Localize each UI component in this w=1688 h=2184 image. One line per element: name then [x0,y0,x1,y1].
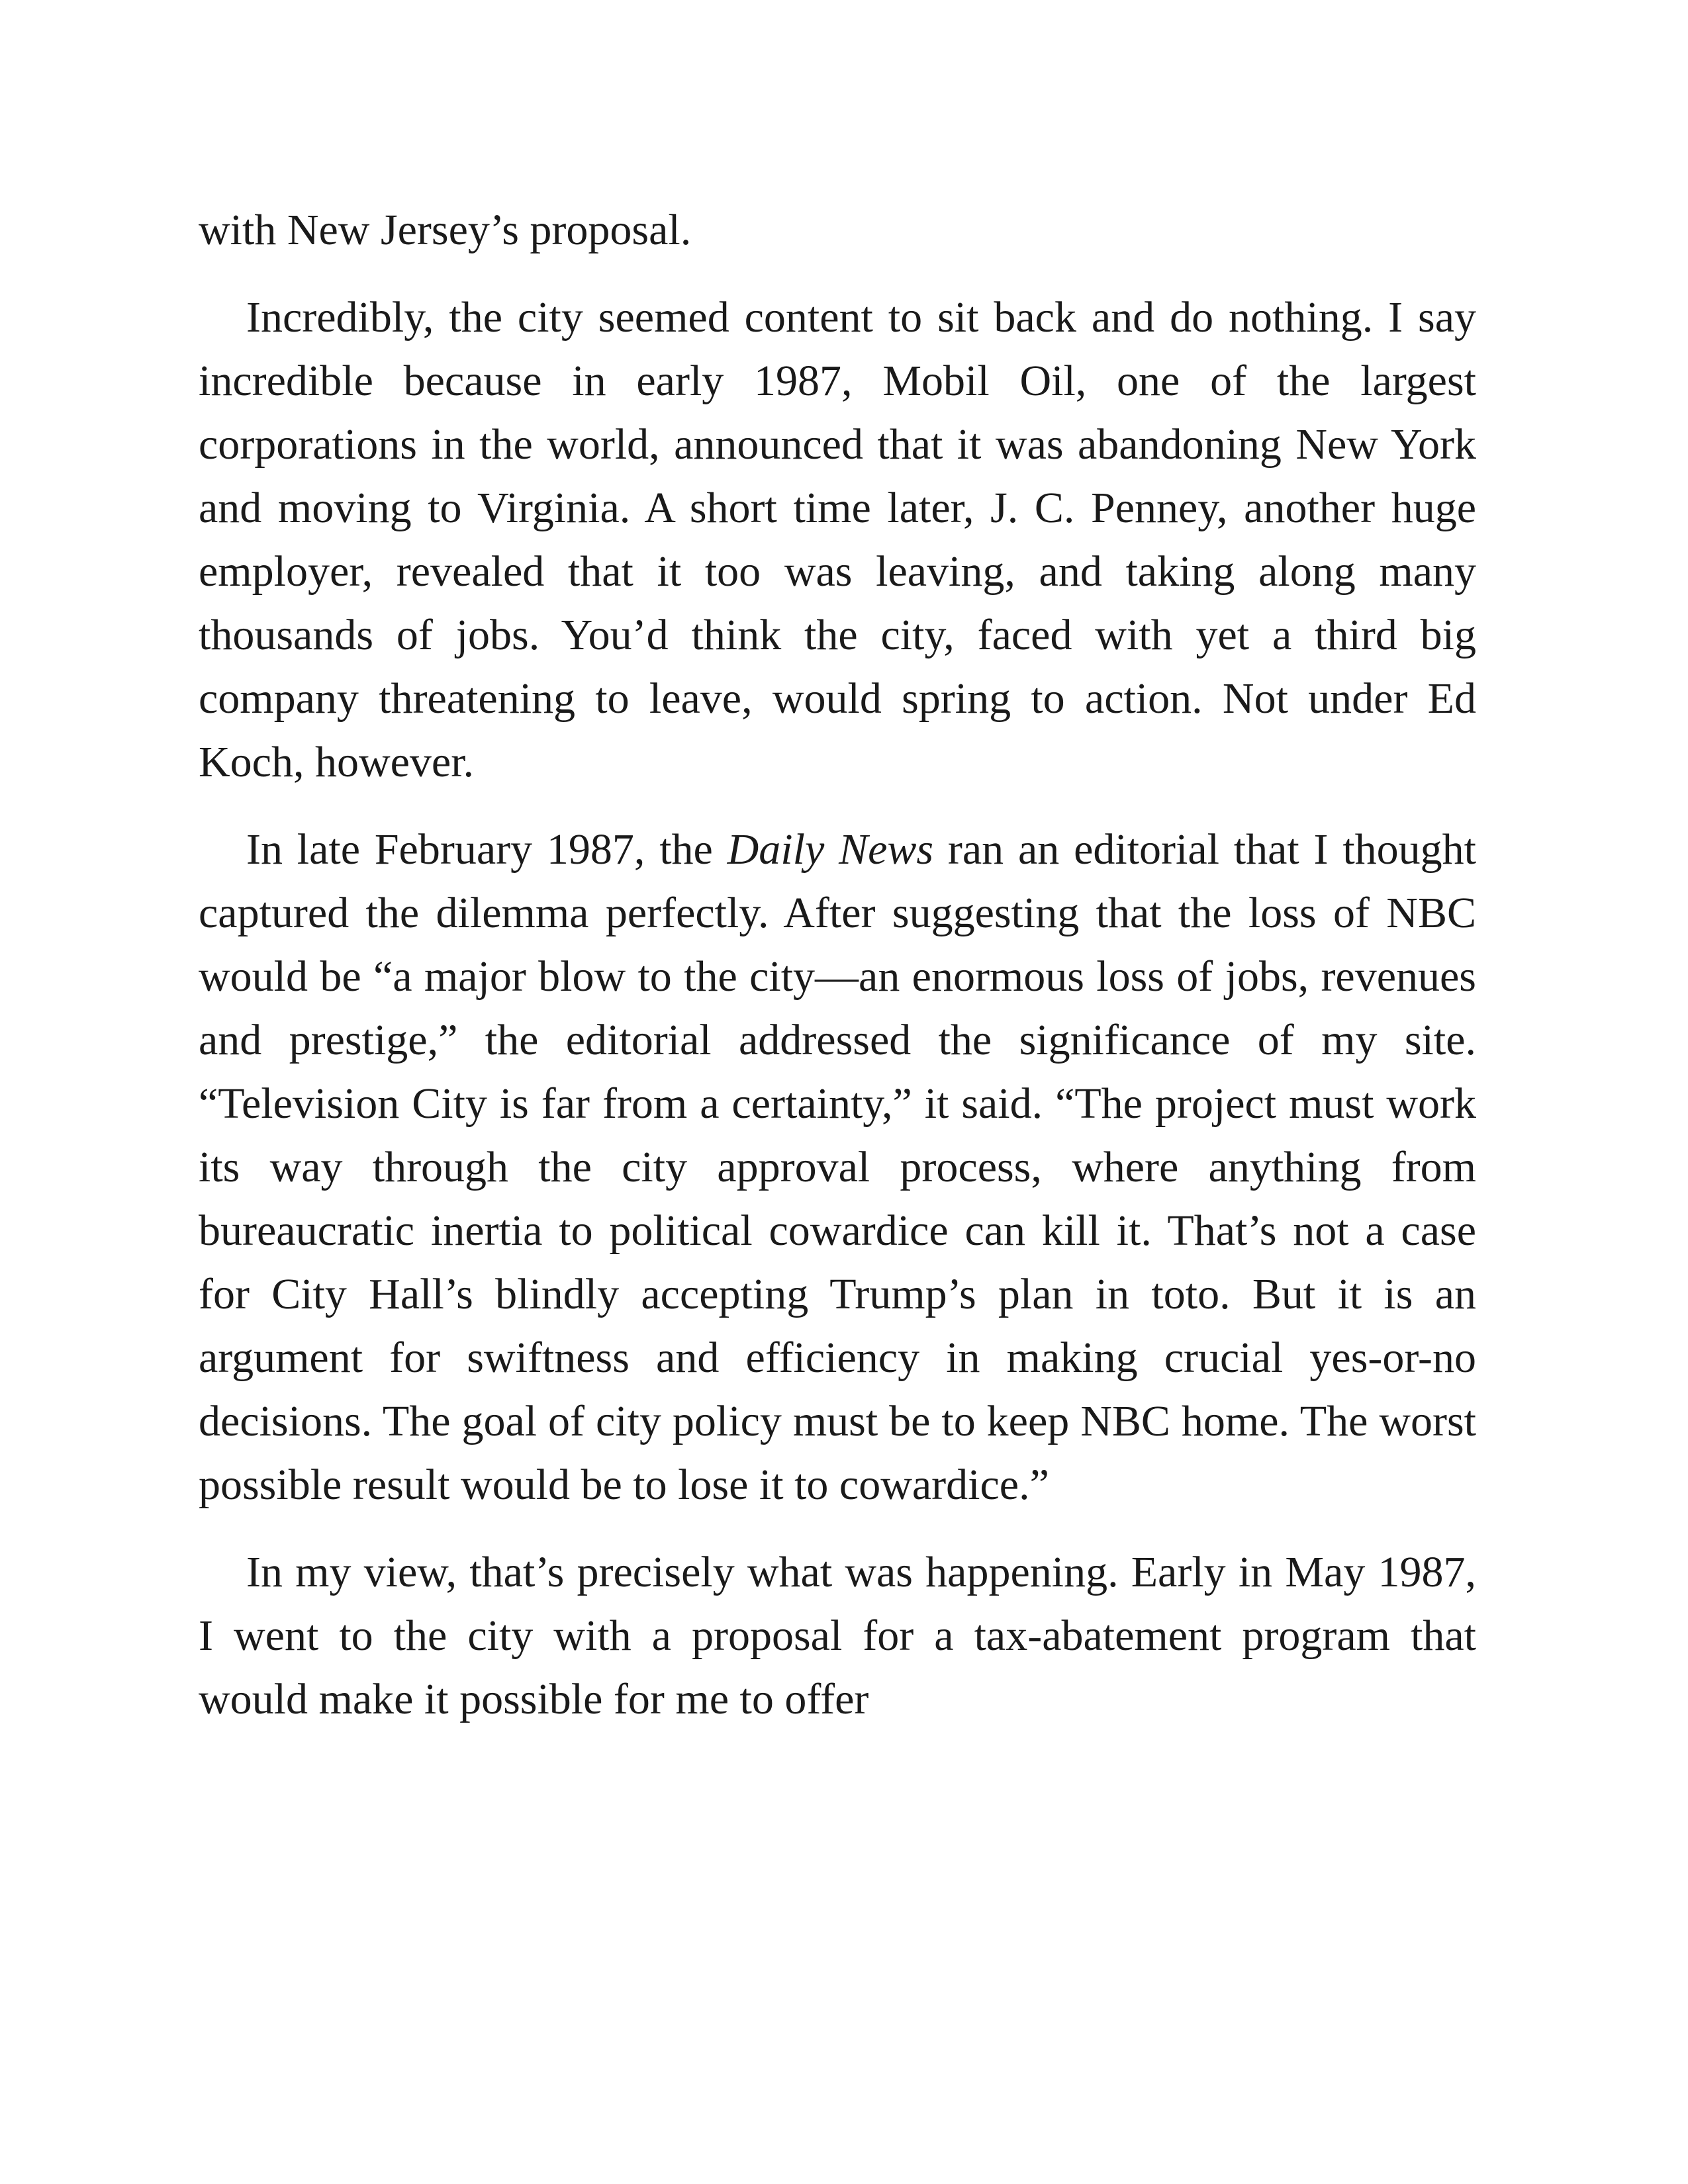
paragraph-daily-news-editorial [199,818,1476,1517]
book-page [199,199,1476,1755]
newspaper-title: Daily News [727,825,934,874]
paragraph-continued: with New Jersey’s proposal. [199,206,692,254]
paragraph-text-start: In late February 1987, the [246,825,727,874]
paragraph-text-rest: ran an editorial that I thought captured the dilemma perfectly. After suggesting that the loss of NBC would be “a major blow to the city—an enormous loss of jobs, revenues and prestige,” the editorial addressed the significance of my site. “Television City is far from a certainty,” it said. “The project must work its way through the city approval process, where anything from bureaucratic inertia to political cowardice can kill it. That’s not a case for City Hall’s blindly accepting Trump’s plan in toto. But it is an argument for swiftness and efficiency in making crucial yes-or-no decisions. The goal of city policy must be to keep NBC home. The worst possible result would be to lose it to cowardice.” [199,825,1476,1509]
paragraph-tax-abatement: In my view, that’s precisely what was happening. Early in May 1987, I went to the city with a proposal for a tax-abatement program that would make it possible for me to offer [199,1548,1476,1723]
paragraph-mobil-penney: Incredibly, the city seemed content to sit back and do nothing. I say incredible because in early 1987, Mobil Oil, one of the largest corporations in the world, announced that it was abandoning New York and moving to Virginia. A short time later, J. C. Penney, another huge employer, revealed that it too was leaving, and taking along many thousands of jobs. You’d think the city, faced with yet a third big company threatening to leave, would spring to action. Not under Ed Koch, however. [199,293,1476,786]
